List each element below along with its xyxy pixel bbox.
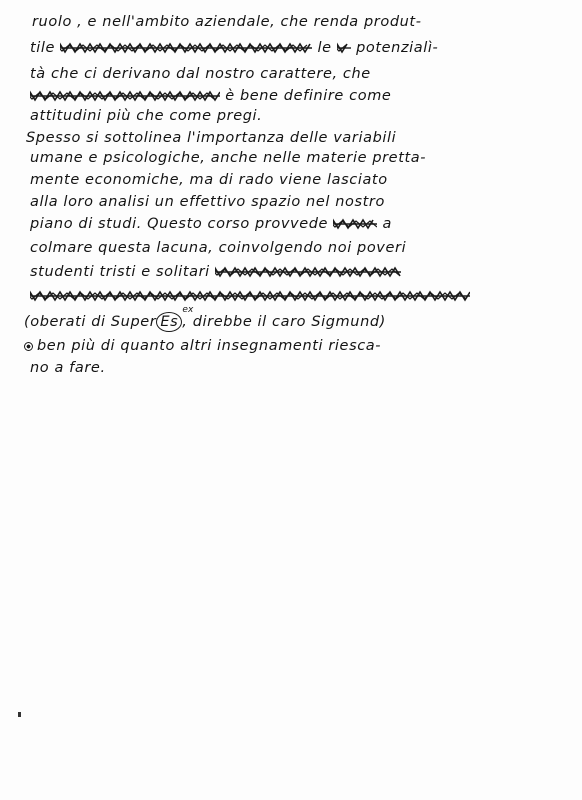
handwritten-line — [30, 260, 401, 284]
handwritten-text: tile — [30, 40, 61, 56]
handwritten-line — [30, 146, 426, 170]
handwritten-text: Spesso si sottolinea l'importanza delle variabili — [26, 130, 397, 146]
handwritten-line — [30, 236, 406, 260]
handwritten-text: studenti tristi e solitari — [30, 264, 216, 280]
crossed-out-scribble — [337, 42, 351, 54]
handwritten-line — [30, 104, 262, 128]
handwritten-text: umane e psicologiche, anche nelle materie pretta- — [30, 150, 427, 166]
handwritten-text: ben più di quanto altri insegnamenti riesca- — [37, 338, 382, 354]
handwritten-text: colmare questa lacuna, coinvolgendo noi poveri — [30, 240, 407, 256]
handwritten-line — [30, 212, 392, 236]
handwritten-line — [24, 305, 386, 334]
handwritten-text: a — [377, 216, 392, 232]
handwritten-text: no a fare. — [30, 360, 106, 376]
handwritten-text: alla loro analisi un effettivo spazio nel nostro — [30, 194, 385, 210]
page-margin-mark — [18, 712, 21, 717]
handwritten-text: piano di studi. Questo corso provvede — [30, 216, 334, 232]
handwritten-line — [32, 10, 422, 34]
circled-word-text: Es — [160, 314, 179, 330]
handwritten-text: ruolo , e nell'ambito aziendale, che renda produt- — [32, 14, 422, 30]
handwritten-text: , direbbe il caro Sigmund) — [182, 314, 386, 330]
crossed-out-scribble — [30, 90, 220, 102]
crossed-out-scribble — [333, 218, 377, 230]
handwritten-line — [30, 284, 470, 308]
handwritten-text: mente economiche, ma di rado viene lasciato — [30, 172, 388, 188]
bullet-dot-icon — [24, 342, 33, 351]
handwritten-line — [30, 356, 106, 380]
handwritten-line — [30, 36, 438, 60]
handwritten-line — [24, 334, 381, 358]
handwritten-line — [30, 62, 371, 86]
handwritten-text: è bene definire come — [220, 88, 392, 104]
crossed-out-scribble — [60, 42, 312, 54]
superscript-note: ex — [182, 305, 194, 315]
crossed-out-scribble — [215, 266, 401, 278]
handwritten-text: potenzialì- — [350, 40, 439, 56]
handwritten-text: (oberati di Super — [24, 314, 157, 330]
circled-word — [156, 305, 194, 332]
handwritten-text: le — [312, 40, 337, 56]
handwritten-text: tà che ci derivano dal nostro carattere, che — [30, 66, 371, 82]
crossed-out-scribble — [30, 290, 470, 302]
handwritten-text: attitudini più che come pregi. — [30, 108, 263, 124]
handwritten-line — [30, 190, 385, 214]
handwritten-line — [30, 168, 388, 192]
